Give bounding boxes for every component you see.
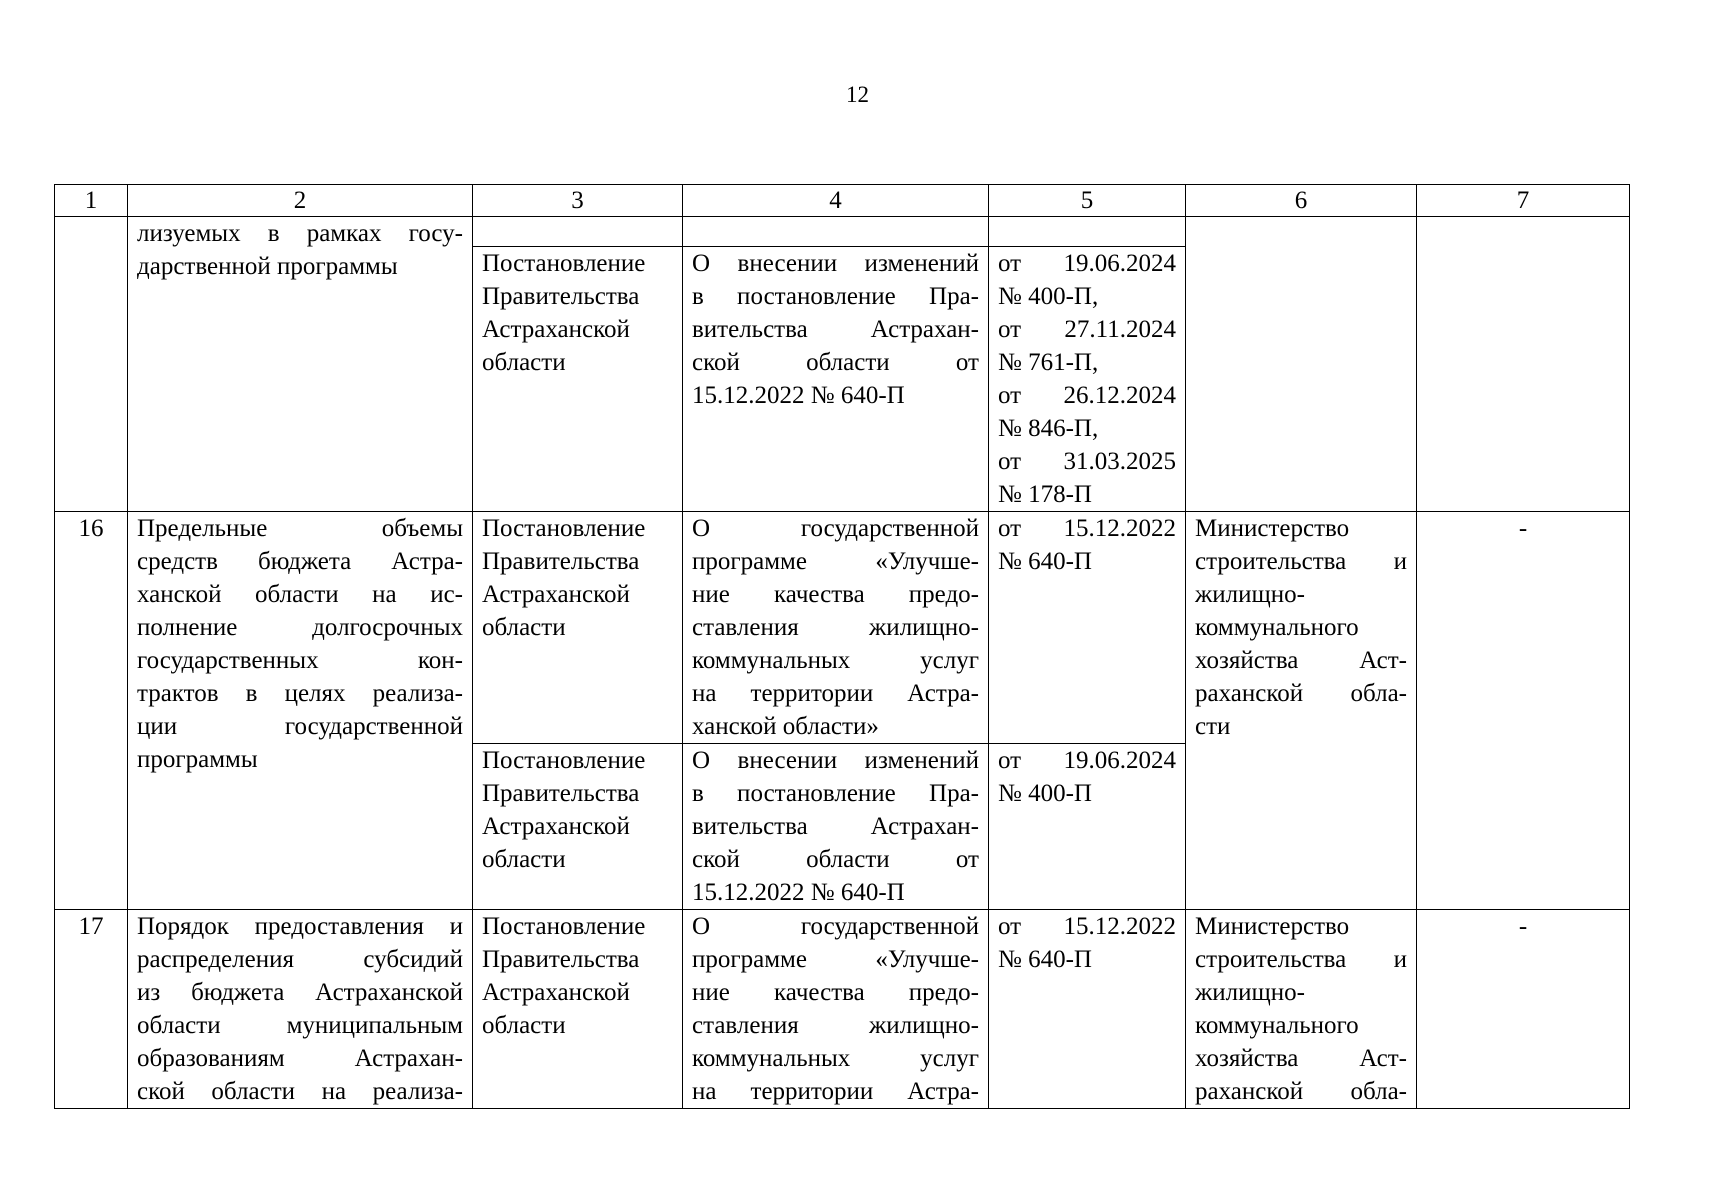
cell-line: государственных кон-: [137, 647, 463, 674]
cell-line: О государственной: [692, 913, 979, 940]
cell-line: вительства Астрахан-: [692, 316, 979, 343]
cell-line: раханской обла-: [1195, 1078, 1407, 1105]
ministry-cell: [1186, 910, 1417, 1109]
table-header-row: [55, 185, 1630, 217]
cell-line: раханской обла-: [1195, 680, 1407, 707]
cell-line: Постановление: [482, 515, 646, 542]
cell-line: коммунального: [1195, 614, 1359, 641]
table-row: [55, 910, 1630, 1109]
cell-line: 15.12.2022 № 640-П: [692, 382, 905, 409]
cell-line: области: [482, 614, 566, 641]
page-number: 12: [846, 82, 869, 107]
cell-line: ской области на реализа-: [137, 1078, 463, 1105]
cell-line: Предельные объемы: [137, 515, 463, 542]
doc-name-cell: [128, 217, 473, 512]
doc-name-cell: [128, 910, 473, 1109]
cell-line: Постановление: [482, 747, 646, 774]
document-table: [54, 184, 1630, 1109]
cell-line: ставления жилищно-: [692, 1012, 979, 1039]
cell-line: ние качества предо-: [692, 581, 979, 608]
cell-line: ской области от: [692, 349, 979, 376]
note-cell: -: [1417, 512, 1630, 910]
act-date-cell: [989, 512, 1186, 744]
cell-line: № 761-П,: [998, 349, 1099, 376]
note-cell: [1417, 217, 1630, 512]
cell-line: Постановление: [482, 913, 646, 940]
header-cell: 2: [128, 185, 473, 217]
cell-line: в постановление Пра-: [692, 283, 979, 310]
table-row: [55, 512, 1630, 744]
cell-line: строительства и: [1195, 548, 1407, 575]
header-cell: 3: [473, 185, 683, 217]
act-type-cell: [473, 247, 683, 512]
header-cell: 1: [55, 185, 128, 217]
cell-line: ставления жилищно-: [692, 614, 979, 641]
cell-line: ханской области на ис-: [137, 581, 463, 608]
cell-line: от 15.12.2022: [998, 515, 1176, 542]
cell-line: О государственной: [692, 515, 979, 542]
cell-line: 15.12.2022 № 640-П: [692, 879, 905, 906]
table-row: [55, 217, 1630, 247]
cell-line: программе «Улучше-: [692, 548, 979, 575]
cell-line: хозяйства Аст-: [1195, 647, 1407, 674]
cell-line: средств бюджета Астра-: [137, 548, 463, 575]
cell-line: ской области от: [692, 846, 979, 873]
act-date-cell: [989, 744, 1186, 910]
cell-line: программы: [137, 746, 258, 773]
cell-line: Порядок предоставления и: [137, 913, 463, 940]
row-number-cell: [55, 217, 128, 512]
cell-line: в постановление Пра-: [692, 780, 979, 807]
cell-line: от 15.12.2022: [998, 913, 1176, 940]
cell-line: сти: [1195, 713, 1231, 740]
cell-line: области: [482, 846, 566, 873]
cell-line: лизуемых в рамках госу-: [137, 220, 463, 247]
cell-line: О внесении изменений: [692, 747, 979, 774]
act-type-cell: [473, 910, 683, 1109]
cell-line: Правительства: [482, 548, 640, 575]
cell-line: № 640-П: [998, 946, 1092, 973]
cell-line: распределения субсидий: [137, 946, 463, 973]
cell-line: № 640-П: [998, 548, 1092, 575]
cell-line: строительства и: [1195, 946, 1407, 973]
cell-line: программе «Улучше-: [692, 946, 979, 973]
cell-line: от 19.06.2024: [998, 747, 1176, 774]
cell-line: коммунальных услуг: [692, 1045, 979, 1072]
header-cell: 7: [1417, 185, 1630, 217]
cell-line: области: [482, 349, 566, 376]
cell-line: ханской области»: [692, 713, 879, 740]
act-title-cell: [683, 247, 989, 512]
cell-line: Правительства: [482, 780, 640, 807]
note-cell: -: [1417, 910, 1630, 1109]
row-number-cell: 16: [55, 512, 128, 910]
empty-act-cell: [683, 217, 989, 247]
act-type-cell: [473, 512, 683, 744]
cell-line: от 19.06.2024: [998, 250, 1176, 277]
cell-line: О внесении изменений: [692, 250, 979, 277]
cell-line: на территории Астра-: [692, 1078, 979, 1105]
row-number-cell: 17: [55, 910, 128, 1109]
header-cell: 5: [989, 185, 1186, 217]
cell-line: ции государственной: [137, 713, 463, 740]
cell-line: трактов в целях реализа-: [137, 680, 463, 707]
cell-line: области муниципальным: [137, 1012, 463, 1039]
header-cell: 4: [683, 185, 989, 217]
cell-line: коммунального: [1195, 1012, 1359, 1039]
cell-line: коммунальных услуг: [692, 647, 979, 674]
ministry-cell: [1186, 217, 1417, 512]
empty-act-cell: [989, 217, 1186, 247]
cell-line: Правительства: [482, 946, 640, 973]
header-cell: 6: [1186, 185, 1417, 217]
cell-line: области: [482, 1012, 566, 1039]
cell-line: вительства Астрахан-: [692, 813, 979, 840]
cell-line: Правительства: [482, 283, 640, 310]
cell-line: № 400-П: [998, 780, 1092, 807]
cell-line: № 178-П: [998, 481, 1092, 508]
cell-line: образованиям Астрахан-: [137, 1045, 463, 1072]
cell-line: № 400-П,: [998, 283, 1099, 310]
cell-line: дарственной программы: [137, 253, 398, 280]
cell-line: № 846-П,: [998, 415, 1099, 442]
doc-name-cell: [128, 512, 473, 910]
ministry-cell: [1186, 512, 1417, 910]
act-type-cell: [473, 744, 683, 910]
empty-act-cell: [473, 217, 683, 247]
cell-line: ние качества предо-: [692, 979, 979, 1006]
act-title-cell: [683, 512, 989, 744]
act-date-cell: [989, 910, 1186, 1109]
cell-line: жилищно-: [1195, 581, 1305, 608]
act-title-cell: [683, 744, 989, 910]
cell-line: полнение долгосрочных: [137, 614, 463, 641]
cell-line: от 27.11.2024: [998, 316, 1176, 343]
cell-line: Астраханской: [482, 979, 630, 1006]
cell-line: Министерство: [1195, 515, 1350, 542]
cell-line: от 26.12.2024: [998, 382, 1176, 409]
cell-line: жилищно-: [1195, 979, 1305, 1006]
cell-line: Министерство: [1195, 913, 1350, 940]
cell-line: Астраханской: [482, 316, 630, 343]
act-date-cell: [989, 247, 1186, 512]
cell-line: хозяйства Аст-: [1195, 1045, 1407, 1072]
cell-line: Астраханской: [482, 581, 630, 608]
cell-line: от 31.03.2025: [998, 448, 1176, 475]
cell-line: Постановление: [482, 250, 646, 277]
cell-line: на территории Астра-: [692, 680, 979, 707]
act-title-cell: [683, 910, 989, 1109]
cell-line: Астраханской: [482, 813, 630, 840]
cell-line: из бюджета Астраханской: [137, 979, 463, 1006]
